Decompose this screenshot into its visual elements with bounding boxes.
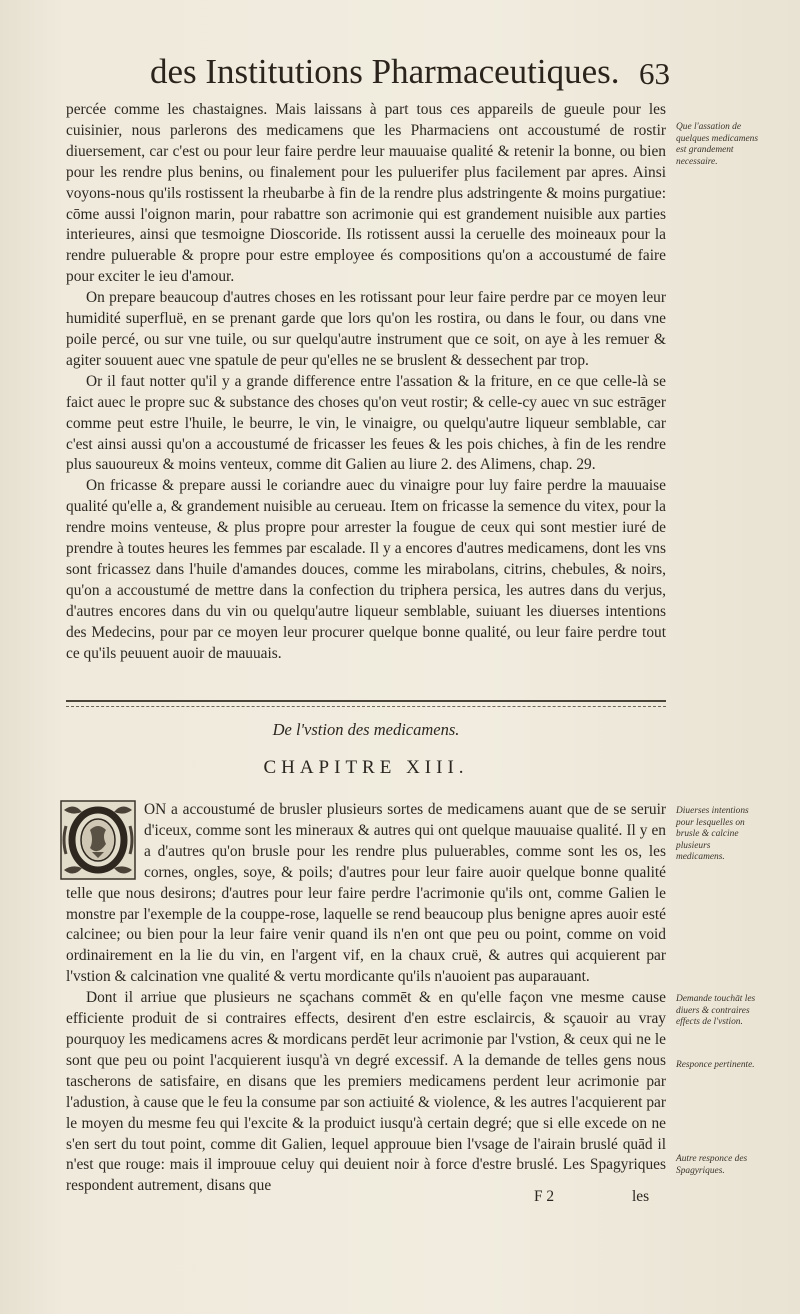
section1-text: [66, 100, 666, 664]
margin-note: Demande touchāt les diuers & contraires effects de l'vstion.: [676, 994, 756, 1027]
chapter-subtitle: De l'vstion des medicamens.: [272, 720, 460, 739]
catchword: les: [632, 1188, 650, 1205]
signature-mark: F 2: [534, 1188, 555, 1205]
paragraph: Dont il arriue que plusieurs ne sçachans commēt & en qu'elle façon vne mesme cause efficiente produit de si contraires effects, desirent d'en estre esclaircis, & sçauoir au vray pourquoy les medicamens acres & mordicans perdēt leur acrimonie par l'vstion, & ceux qui ne le sont que peu ou point l'acquierent iusqu'à vn degré excessif. A la demande de telles gens nous tascherons de satisfaire, en disans que les premiers medicamens perdent leur acrimonie par l'adustion, à cause que le feu la consume par son actiuité & violence, & les autres l'acquierent par le moyen du mesme feu qui l'excite & la produict iusqu'à certain degré; que si elle excede on ne s'en sert du tout point, comme dit Galien, lequel approuue bien l'vsage de l'airain bruslé quād il n'est que rouge: mais il improuue celuy qui deuient noir à force d'estre bruslé. Les Spagyriques respondent autrement, disans que: [66, 989, 666, 1195]
margin-note: Diuerses intentions pour lesquelles on brusle & calcine plusieurs medicamens.: [676, 806, 749, 862]
paragraph: ON a accoustumé de brusler plusieurs sortes de medicamens auant que de se seruir d'iceux, comme sont les mineraux & autres qui ont quelque mauuaise qualité. Il y en a d'autres qu'on brusle pour les rendre plus puluerables, comme sont les os, les cornes, ongles, soye, & poils; d'autres pour leur faire auoir quelque bonne qualité telle que nous desirons; d'autres pour leur faire perdre l'acrimonie qu'ils ont, comme Galien le monstre par l'exemple de la couppe-rose, laquelle se rend beaucoup plus benigne apres auoir esté calcinee; ou bien pour la leur faire venir quand ils n'en ont que peu ou point, comme on void ordinairement en la lie du vin, en l'argent vif, en la chaux cruë, & autres qui acquierent par l'vstion & calcination vne qualité & vertu mordicante qu'ils n'auoient pas auparauant.: [66, 801, 666, 986]
section-divider: [66, 700, 666, 702]
section-divider-dashed: [66, 706, 666, 707]
running-header: [150, 52, 670, 100]
paragraph: percée comme les chastaignes. Mais laissans à part tous ces appareils de gueule pour les cuisinier, nous parlerons des medicamens que les Pharmaciens ont accoustumé de rostir diuersement, car c'est ou pour leur faire perdre leur mauuaise qualité & retenir la bonne, ou bien pour les rendre plus benins, ou finalement pour les puluerifer plus facilement par apres. Ainsi voyons-nous qu'ils rostissent la rheubarbe à fin de la rendre plus adstringente & moins purgatiue: cōme aussi l'oignon marin, pour rabattre son acrimonie qui est grandement nuisible aux parties interieures, ainsi que tesmoigne Dioscoride. Ils rotissent aussi la ceruelle des moineaux pour la rendre puluerable & propre pour estre employee és compositions qu'on a accoustumé de faire pour exciter le ieu d'amour.: [66, 101, 666, 286]
page-number: 63: [639, 56, 670, 91]
paragraph: Or il faut notter qu'il y a grande difference entre l'assation & la friture, en ce que celle-là se faict auec le propre suc & substance des choses qu'on veut rostir; & celle-cy auec vn suc estrāger comme peut estre l'huile, le beurre, le vin, le vinaigre, ou quelqu'autre liqueur semblable, car c'est ainsi aussi qu'on a accoustumé de fricasser les feues & les pois chiches, à fin de les rendre plus sauoureux & moins venteux, comme dit Galien au liure 2. des Alimens, chap. 29.: [66, 372, 666, 474]
paragraph: On prepare beaucoup d'autres choses en les rotissant pour leur faire perdre par ce moyen leur humidité superfluë, en se prenant garde que lors qu'on les rostira, ou dans le four, ou dans vne poile percé, ou sur vne tuile, ou sur quelqu'autre instrument que ce soit, on aye à les remuer & agiter souuent auec vne spatule de peur qu'elles ne se bruslent & dessechent par trop.: [66, 289, 666, 369]
margin-note: Autre responce des Spagyriques.: [676, 1154, 748, 1176]
margin-note: Responce pertinente.: [676, 1060, 755, 1070]
chapter-heading: CHAPITRE XIII.: [263, 757, 469, 778]
paragraph: On fricasse & prepare aussi le coriandre auec du vinaigre pour luy faire perdre la mauuaise qualité qu'elle a, & grandement nuisible au cerueau. Item on fricasse la semence du vitex, pour la rendre moins venteuse, & plus propre pour arrester la fougue de ceux qui sont mestier iuré de prendre à toutes heures les femmes par escalade. Il y a encores d'autres medicamens, dont les vns sont fricassez dans l'huile d'amandes douces, comme les mirabolans, citrins, chebules, & noirs, qu'on a accoustumé de mettre dans la confection du triphera persica, les autres dans du verjus, d'autres encores dans du vin ou quelqu'autre liqueur semblable, suiuant les diuerses intentions des Medecins, pour par ce moyen leur procurer quelque bonne qualité, ou leur faire perdre tout ce qu'ils peuuent auoir de mauuais.: [66, 477, 666, 662]
running-title: des Institutions Pharmaceutiques.: [150, 52, 620, 91]
section2-text: [66, 800, 666, 1197]
margin-note: Que l'assation de quelques medicamens est grandement necessaire.: [676, 122, 759, 167]
